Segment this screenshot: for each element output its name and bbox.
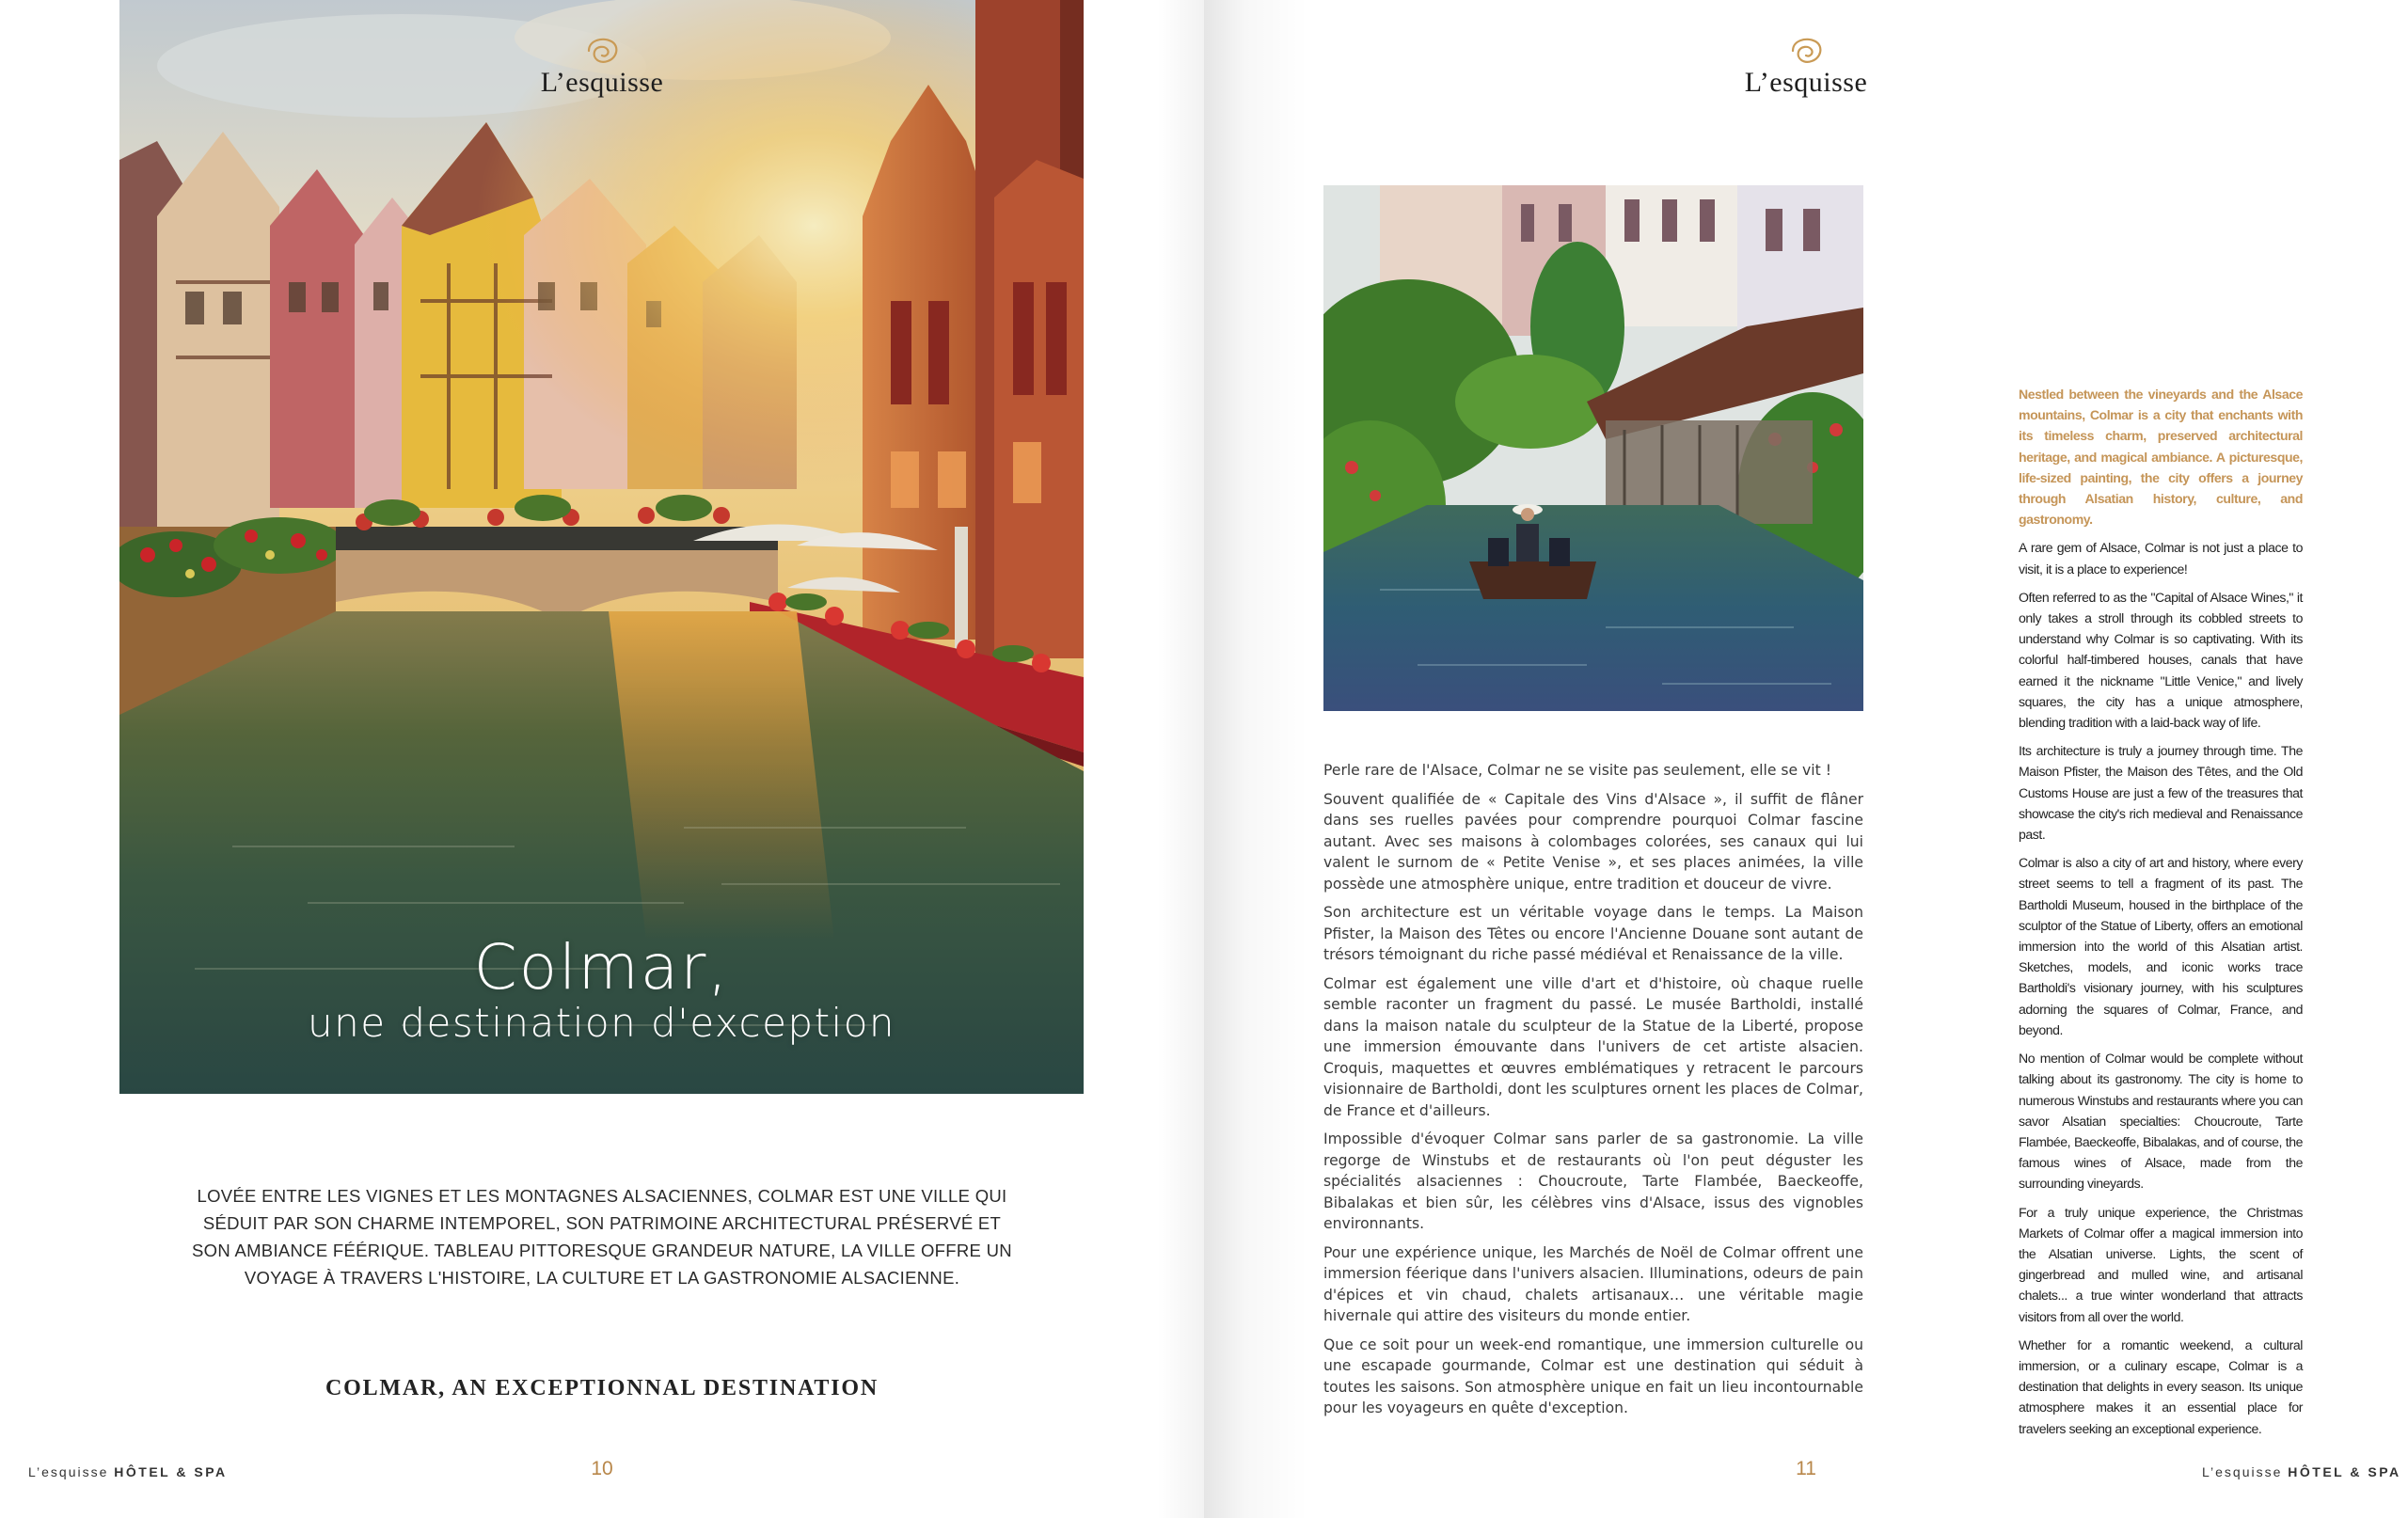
footer-brand-suffix: HÔTEL & SPA	[114, 1464, 228, 1479]
page-number-left: 10	[591, 1458, 613, 1479]
french-article-text	[1323, 760, 1863, 1427]
hero-title: Colmar,	[473, 931, 730, 1004]
intro-paragraph-caps: LOVÉE ENTRE LES VIGNES ET LES MONTAGNES ALSACIENNES, COLMAR EST UNE VILLE QUI SÉDUIT PAR SON CHARME INTEMPOREL, SON PATRIMOINE ARCHITECTURAL PRÉSERVÉ ET SON AMBIANCE FÉÉRIQUE. TABLEAU PITTORESQUE GRANDEUR NATURE, LA VILLE OFFRE UN VOYAGE À TRAVERS L'HISTOIRE, LA CULTURE ET LA GASTRONOMIE ALSACIENNE.	[192, 1186, 1012, 1288]
fr-paragraph: Que ce soit pour un week-end romantique, une immersion culturelle ou une escapade gourmande, Colmar est une destination qui séduit à toutes les saisons. Son atmosphère unique en fait un lieu incontournable pour les voyageurs en quête d'exception.	[1323, 1336, 1863, 1416]
spiral-logo-icon	[1785, 34, 1827, 66]
en-paragraph: Its architecture is truly a journey through time. The Maison Pfister, the Maison des Têtes, and the Old Customs House are just a few of the treasures that showcase the city's rich medieval and Renaissance past.	[2019, 743, 2303, 843]
hero-photo-illustration	[119, 0, 1084, 1094]
en-paragraph: A rare gem of Alsace, Colmar is not just a place to visit, it is a place to experience!	[2019, 540, 2303, 577]
footer-brand-name: L’esquisse	[28, 1464, 109, 1479]
right-page	[1204, 0, 2408, 1518]
page-number-right: 11	[1796, 1458, 1816, 1479]
fr-paragraph: Perle rare de l'Alsace, Colmar ne se visite pas seulement, elle se vit !	[1323, 762, 1831, 779]
hero-subtitle: une destination d'exception	[307, 1000, 896, 1046]
fr-paragraph: Colmar est également une ville d'art et d'histoire, où chaque ruelle semble raconter un fragment du passé. Le musée Bartholdi, installé dans la maison natale du sculpteur de la Statue de la Liberté, propose une immersion émouvante dans l'univers de cet artiste alsacien. Croquis, maquettes et œuvres emblématiques y retracent le parcours visionnaire de Bartholdi, dont les sculptures ornent les places de Colmar, de France et d'ailleurs.	[1323, 974, 1863, 1119]
en-lead-paragraph: Nestled between the vineyards and the Alsace mountains, Colmar is a city that enchants with its timeless charm, preserved architectural heritage, and magical ambiance. A picturesque, life-sized painting, the city offers a journey through Alsatian history, culture, and gastronomy.	[2019, 387, 2303, 528]
spiral-logo-icon	[581, 34, 623, 66]
canal-photo-illustration	[1323, 185, 1863, 711]
fr-paragraph: Son architecture est un véritable voyage dans le temps. La Maison Pfister, la Maison des Têtes ou encore l'Ancienne Douane sont autant de trésors témoignant du riche passé médiéval et Renaissance de la ville.	[1323, 904, 1863, 963]
hero-photo-colmar-canal	[119, 0, 1084, 1094]
brand-logo	[508, 34, 696, 98]
english-section-heading: COLMAR, AN EXCEPTIONNAL DESTINATION	[325, 1376, 879, 1400]
gutter-shadow-left	[1157, 0, 1204, 1518]
en-paragraph: Whether for a romantic weekend, a cultural immersion, or a culinary escape, Colmar is a destination that delights in every season. Its unique atmosphere makes it an essential place for travelers seeking an exceptional experience.	[2019, 1336, 2303, 1436]
logo-wordmark: L’esquisse	[1744, 67, 1868, 98]
fr-paragraph: Impossible d'évoquer Colmar sans parler de sa gastronomie. La ville regorge de Winstubs et de restaurants où l'on peut déguster les spécialités alsaciennes : Choucroute, Tarte Flambée, Baeckeoffe, Bibalakas et bien sûr, les célèbres vins d'Alsace, issus des vignobles environnants.	[1323, 1131, 1863, 1232]
fr-paragraph: Souvent qualifiée de « Capitale des Vins d'Alsace », il suffit de flâner dans ses ruelles pavées pour comprendre pourquoi Colmar fascine autant. Avec ses maisons à colombages colorées, ses canaux qui lui valent le surnom de « Petite Venise », et ses places animées, la ville possède une atmosphère unique, entre tradition et douceur de vivre.	[1323, 790, 1863, 893]
canal-boat-photo	[1323, 185, 1863, 711]
footer-brand-suffix: HÔTEL & SPA	[2288, 1464, 2401, 1479]
brand-logo-right	[1712, 34, 1900, 98]
footer-brand-right	[2202, 1464, 2401, 1479]
footer-brand-name: L’esquisse	[2202, 1464, 2283, 1479]
en-paragraph: Colmar is also a city of art and history, where every street seems to tell a fragment of its past. The Bartholdi Museum, housed in the birthplace of the sculptor of the Statue of Liberty, offers an emotional immersion into the world of this Alsatian artist. Sketches, models, and iconic works trace Bartholdi's visionary journey, with his sculptures adorning the squares of Colmar, France, and beyond.	[2019, 855, 2303, 1037]
en-paragraph: Often referred to as the "Capital of Alsace Wines," it only takes a stroll through its cobbled streets to understand why Colmar is so captivating. With its colorful half-timbered houses, canals that have earned it the nickname "Little Venice," and lively squares, the city has a unique atmosphere, blending tradition with a laid-back way of life.	[2019, 589, 2303, 731]
en-paragraph: For a truly unique experience, the Christmas Markets of Colmar offer a magical immersion into the Alsatian universe. Lights, the scent of gingerbread and mulled wine, and artisanal chalets... a true winter wonderland that attracts visitors from all over the world.	[2019, 1204, 2303, 1324]
fr-paragraph: Pour une expérience unique, les Marchés de Noël de Colmar offrent une immersion féerique dans l'univers alsacien. Illuminations, odeurs de pain d'épices et vin chaud, chalets artisanaux… une véritable magie hivernale qui attire des visiteurs du monde entier.	[1323, 1243, 1863, 1324]
logo-wordmark: L’esquisse	[540, 67, 664, 98]
footer-brand-left	[28, 1464, 228, 1479]
english-article-column	[2019, 384, 2303, 1447]
en-paragraph: No mention of Colmar would be complete without talking about its gastronomy. The city is home to numerous Winstubs and restaurants where you can savor Alsatian specialties: Choucroute, Tarte Flambée, Baeckeoffe, Bibalakas, and of course, the famous wines of Alsace, made from the surrounding vineyards.	[2019, 1051, 2303, 1192]
